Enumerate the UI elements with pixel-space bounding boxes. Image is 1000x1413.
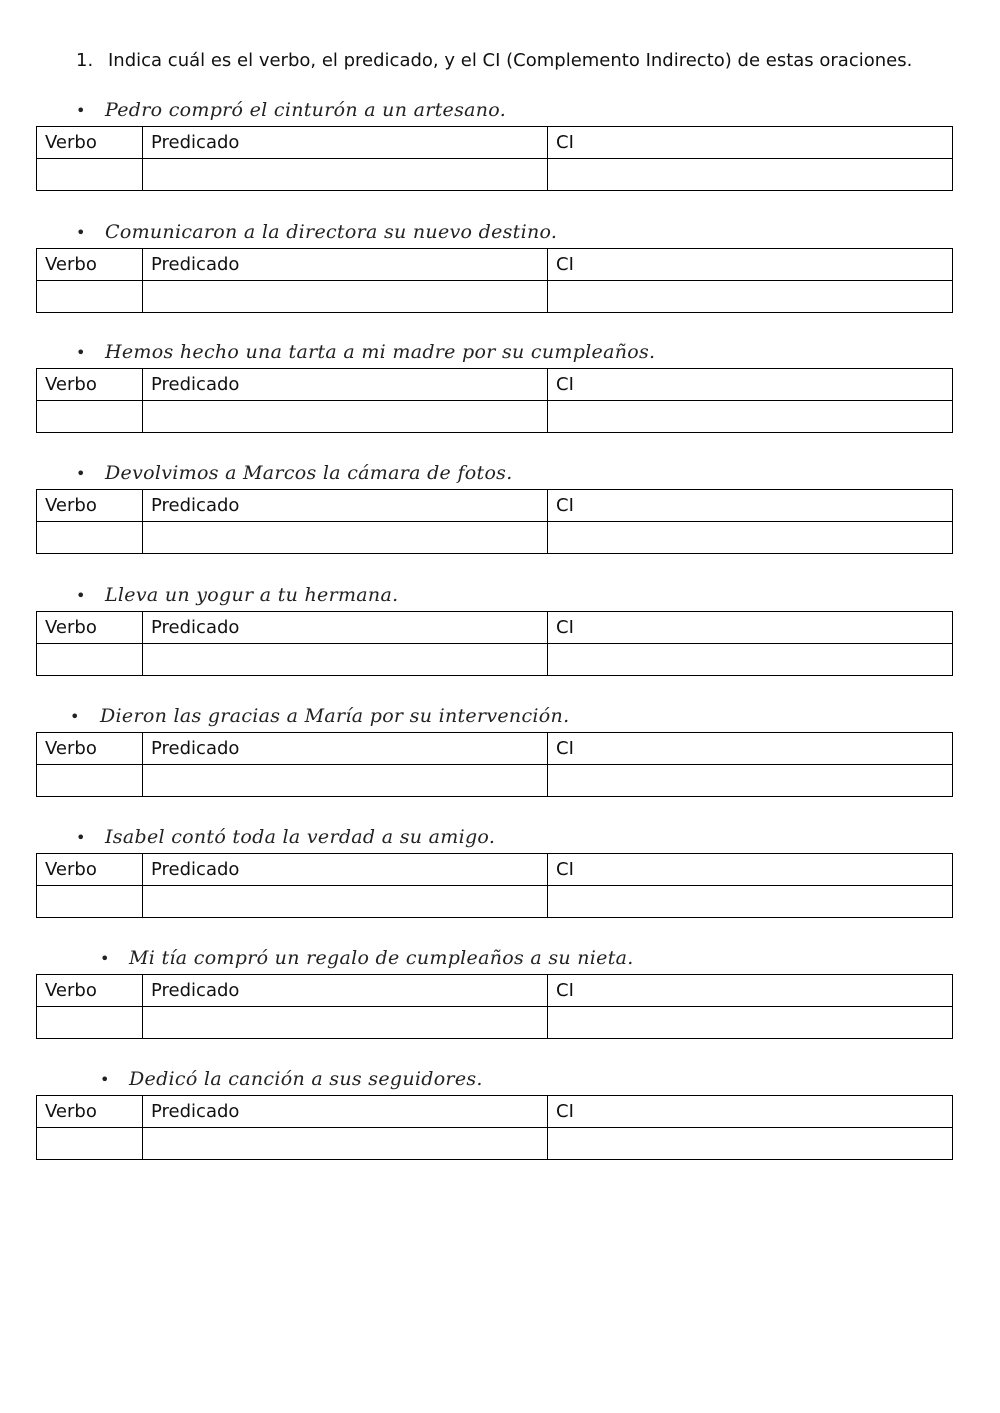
answer-verbo-cell[interactable] — [37, 1007, 143, 1039]
bullet-icon: • — [100, 1070, 110, 1089]
header-verbo: Verbo — [37, 127, 143, 159]
answer-table — [36, 974, 953, 1039]
header-row — [37, 975, 953, 1007]
answer-ci-cell[interactable] — [548, 401, 953, 433]
answer-table — [36, 611, 953, 676]
header-verbo: Verbo — [37, 249, 143, 281]
header-verbo: Verbo — [37, 854, 143, 886]
sentence-text: Comunicaron a la directora su nuevo destino. — [105, 221, 558, 243]
header-row — [37, 733, 953, 765]
header-predicado: Predicado — [143, 1096, 548, 1128]
instruction-number: 1. — [76, 50, 94, 71]
sentence-text: Mi tía compró un regalo de cumpleaños a su nieta. — [129, 947, 634, 969]
answer-predicado-cell[interactable] — [143, 1128, 548, 1160]
answer-predicado-cell[interactable] — [143, 522, 548, 554]
exercise-sentence — [36, 583, 952, 607]
header-verbo: Verbo — [37, 490, 143, 522]
sentence-text: Dedicó la canción a sus seguidores. — [129, 1068, 483, 1090]
answer-predicado-cell[interactable] — [143, 644, 548, 676]
sentence-text: Hemos hecho una tarta a mi madre por su cumpleaños. — [105, 341, 656, 363]
answer-row — [37, 401, 953, 433]
answer-row — [37, 886, 953, 918]
answer-ci-cell[interactable] — [548, 886, 953, 918]
answer-row — [37, 159, 953, 191]
exercise-4 — [36, 461, 952, 554]
exercise-sentence — [36, 220, 952, 244]
answer-ci-cell[interactable] — [548, 644, 953, 676]
answer-verbo-cell[interactable] — [37, 159, 143, 191]
header-ci: CI — [548, 249, 953, 281]
answer-table — [36, 1095, 953, 1160]
exercise-3 — [36, 340, 952, 433]
instruction — [76, 50, 912, 71]
header-predicado: Predicado — [143, 369, 548, 401]
header-row — [37, 854, 953, 886]
bullet-icon: • — [100, 949, 110, 968]
header-predicado: Predicado — [143, 975, 548, 1007]
header-row — [37, 127, 953, 159]
header-row — [37, 490, 953, 522]
header-predicado: Predicado — [143, 733, 548, 765]
header-verbo: Verbo — [37, 369, 143, 401]
exercise-8 — [36, 946, 952, 1039]
bullet-icon: • — [76, 586, 86, 605]
bullet-icon: • — [70, 707, 80, 726]
bullet-icon: • — [76, 464, 86, 483]
answer-table — [36, 368, 953, 433]
answer-ci-cell[interactable] — [548, 281, 953, 313]
exercise-sentence — [36, 946, 952, 970]
answer-row — [37, 644, 953, 676]
header-ci: CI — [548, 490, 953, 522]
answer-table — [36, 126, 953, 191]
answer-predicado-cell[interactable] — [143, 401, 548, 433]
header-predicado: Predicado — [143, 854, 548, 886]
answer-predicado-cell[interactable] — [143, 281, 548, 313]
answer-ci-cell[interactable] — [548, 159, 953, 191]
bullet-icon: • — [76, 101, 86, 120]
answer-table — [36, 489, 953, 554]
answer-row — [37, 1128, 953, 1160]
header-verbo: Verbo — [37, 1096, 143, 1128]
sentence-text: Dieron las gracias a María por su intervención. — [100, 705, 570, 727]
answer-row — [37, 1007, 953, 1039]
answer-verbo-cell[interactable] — [37, 1128, 143, 1160]
exercise-5 — [36, 583, 952, 676]
header-row — [37, 1096, 953, 1128]
answer-predicado-cell[interactable] — [143, 159, 548, 191]
answer-verbo-cell[interactable] — [37, 886, 143, 918]
header-verbo: Verbo — [37, 612, 143, 644]
sentence-text: Lleva un yogur a tu hermana. — [105, 584, 399, 606]
answer-row — [37, 522, 953, 554]
answer-verbo-cell[interactable] — [37, 401, 143, 433]
header-verbo: Verbo — [37, 733, 143, 765]
header-ci: CI — [548, 733, 953, 765]
exercise-7 — [36, 825, 952, 918]
exercise-2 — [36, 220, 952, 313]
instruction-text: Indica cuál es el verbo, el predicado, y el CI (Complemento Indirecto) de estas oraciones. — [108, 50, 913, 71]
header-predicado: Predicado — [143, 612, 548, 644]
header-row — [37, 612, 953, 644]
answer-table — [36, 732, 953, 797]
answer-predicado-cell[interactable] — [143, 765, 548, 797]
answer-ci-cell[interactable] — [548, 1128, 953, 1160]
exercise-9 — [36, 1067, 952, 1160]
bullet-icon: • — [76, 343, 86, 362]
header-predicado: Predicado — [143, 490, 548, 522]
header-row — [37, 249, 953, 281]
answer-row — [37, 281, 953, 313]
answer-verbo-cell[interactable] — [37, 765, 143, 797]
header-ci: CI — [548, 612, 953, 644]
answer-table — [36, 248, 953, 313]
sentence-text: Pedro compró el cinturón a un artesano. — [105, 99, 507, 121]
header-ci: CI — [548, 975, 953, 1007]
header-row — [37, 369, 953, 401]
exercise-sentence — [36, 461, 952, 485]
answer-ci-cell[interactable] — [548, 765, 953, 797]
exercise-sentence — [36, 704, 952, 728]
header-predicado: Predicado — [143, 249, 548, 281]
sentence-text: Devolvimos a Marcos la cámara de fotos. — [105, 462, 513, 484]
bullet-icon: • — [76, 223, 86, 242]
header-ci: CI — [548, 127, 953, 159]
header-verbo: Verbo — [37, 975, 143, 1007]
header-ci: CI — [548, 369, 953, 401]
exercise-1 — [36, 98, 952, 191]
exercise-sentence — [36, 825, 952, 849]
answer-ci-cell[interactable] — [548, 1007, 953, 1039]
exercise-6 — [36, 704, 952, 797]
header-ci: CI — [548, 854, 953, 886]
answer-row — [37, 765, 953, 797]
answer-verbo-cell[interactable] — [37, 522, 143, 554]
answer-table — [36, 853, 953, 918]
answer-predicado-cell[interactable] — [143, 1007, 548, 1039]
exercise-sentence — [36, 98, 952, 122]
answer-verbo-cell[interactable] — [37, 281, 143, 313]
answer-predicado-cell[interactable] — [143, 886, 548, 918]
sentence-text: Isabel contó toda la verdad a su amigo. — [105, 826, 496, 848]
exercise-sentence — [36, 1067, 952, 1091]
header-predicado: Predicado — [143, 127, 548, 159]
answer-ci-cell[interactable] — [548, 522, 953, 554]
header-ci: CI — [548, 1096, 953, 1128]
exercise-sentence — [36, 340, 952, 364]
answer-verbo-cell[interactable] — [37, 644, 143, 676]
bullet-icon: • — [76, 828, 86, 847]
